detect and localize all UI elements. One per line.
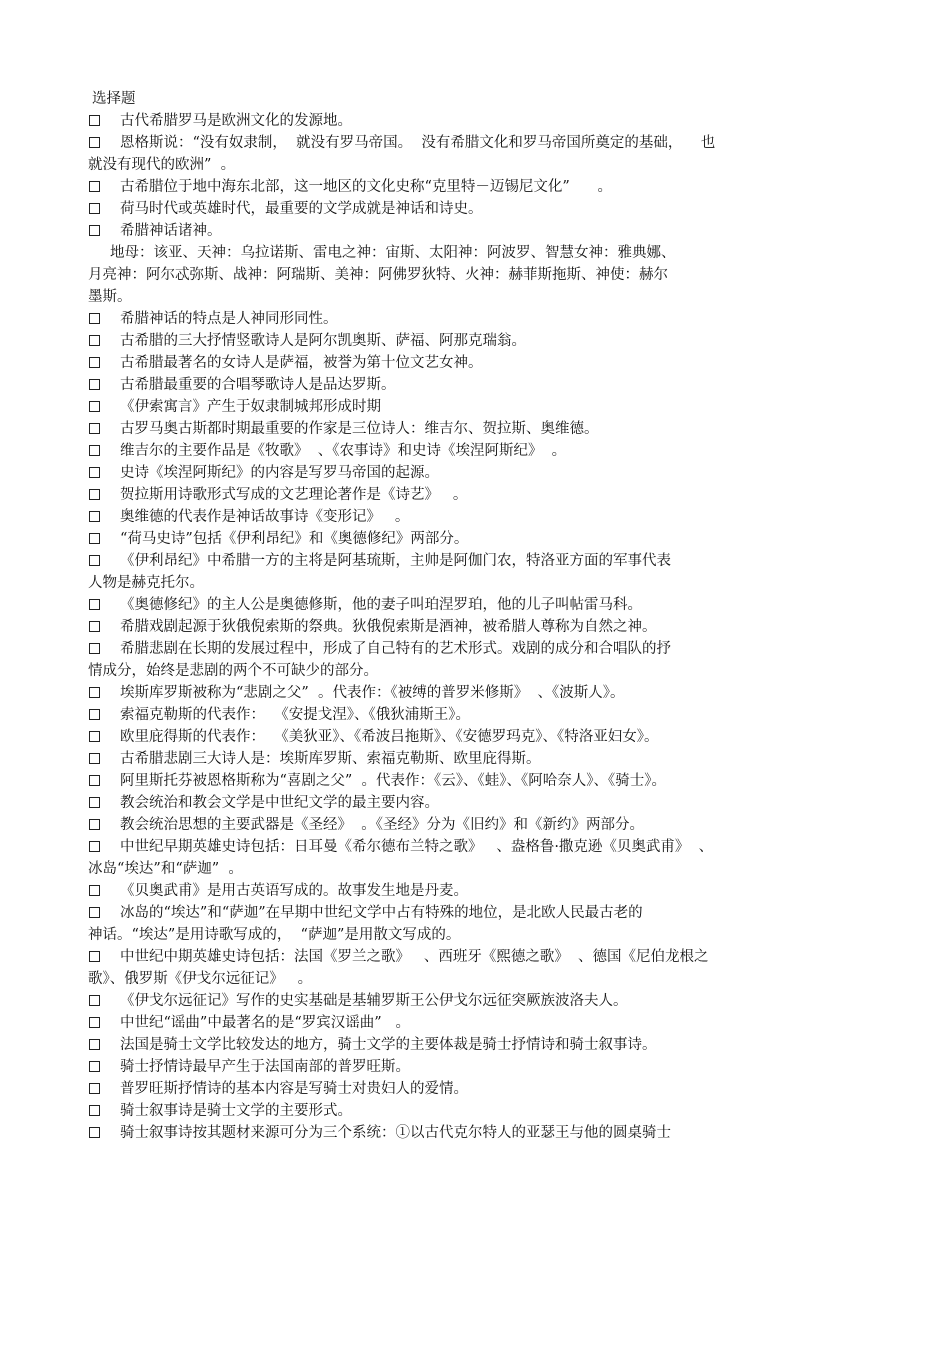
checkbox-square-icon bbox=[89, 731, 100, 742]
list-item bbox=[88, 418, 858, 440]
checkbox-square-icon bbox=[89, 181, 100, 192]
list-item-text: 古希腊的三大抒情竖歌诗人是阿尔凯奥斯、萨福、阿那克瑞翁。 bbox=[120, 333, 526, 349]
checkbox-square-icon bbox=[89, 225, 100, 236]
list-item-text: 史诗《埃涅阿斯纪》的内容是写罗马帝国的起源。 bbox=[120, 465, 439, 481]
list-item bbox=[88, 704, 858, 726]
list-item bbox=[88, 946, 858, 990]
list-item-text: 恩格斯说：“没有奴隶制， 就没有罗马帝国。 没有希腊文化和罗马帝国所奠定的基础， 也 bbox=[120, 135, 716, 151]
list-item-text: 希腊神话的特点是人神同形同性。 bbox=[120, 311, 338, 327]
checkbox-square-icon bbox=[89, 379, 100, 390]
list-item bbox=[88, 836, 858, 880]
list-item bbox=[88, 682, 858, 704]
list-item-text: 《贝奥武甫》是用古英语写成的。故事发生地是丹麦。 bbox=[120, 883, 468, 899]
list-item bbox=[88, 440, 858, 462]
list-item bbox=[88, 814, 858, 836]
checkbox-square-icon bbox=[89, 885, 100, 896]
checkbox-square-icon bbox=[89, 489, 100, 500]
checkbox-square-icon bbox=[89, 621, 100, 632]
checkbox-square-icon bbox=[89, 533, 100, 544]
list-item-continuation: 冰岛“埃达”和“萨迦” 。 bbox=[88, 861, 243, 877]
checkbox-square-icon bbox=[89, 1017, 100, 1028]
checkbox-square-icon bbox=[89, 1061, 100, 1072]
list-item-text: 冰岛的“埃达”和“萨迦”在早期中世纪文学中占有特殊的地位，是北欧人民最古老的 bbox=[120, 905, 643, 921]
list-item bbox=[88, 176, 858, 198]
question-list-1 bbox=[88, 110, 858, 242]
list-item bbox=[88, 110, 858, 132]
list-item-text: 《伊戈尔远征记》写作的史实基础是基辅罗斯王公伊戈尔远征突厥族波洛夫人。 bbox=[120, 993, 628, 1009]
checkbox-square-icon bbox=[89, 313, 100, 324]
list-item bbox=[88, 132, 858, 176]
list-item-text: 希腊戏剧起源于狄俄倪索斯的祭典。狄俄倪索斯是酒神，被希腊人尊称为自然之神。 bbox=[120, 619, 657, 635]
list-item-text: 法国是骑士文学比较发达的地方，骑士文学的主要体裁是骑士抒情诗和骑士叙事诗。 bbox=[120, 1037, 657, 1053]
list-item bbox=[88, 308, 858, 330]
checkbox-square-icon bbox=[89, 599, 100, 610]
list-item bbox=[88, 462, 858, 484]
gods-line-1: 地母：该亚、天神：乌拉诺斯、雷电之神：宙斯、太阳神：阿波罗、智慧女神：雅典娜、 bbox=[110, 245, 676, 261]
list-item-text: 骑士叙事诗按其题材来源可分为三个系统：①以古代克尔特人的亚瑟王与他的圆桌骑士 bbox=[120, 1125, 671, 1141]
list-item bbox=[88, 220, 858, 242]
list-item bbox=[88, 484, 858, 506]
list-item-text: 荷马时代或英雄时代，最重要的文学成就是神话和诗史。 bbox=[120, 201, 483, 217]
list-item-text: 希腊神话诸神。 bbox=[120, 223, 222, 239]
list-item-text: 阿里斯托芬被恩格斯称为“喜剧之父” 。代表作：《云》、《蛙》、《阿哈奈人》、《骑士》。 bbox=[120, 773, 667, 789]
list-item-text: 中世纪“谣曲”中最著名的是“罗宾汉谣曲” 。 bbox=[120, 1015, 410, 1031]
list-item bbox=[88, 792, 858, 814]
list-item bbox=[88, 902, 858, 946]
gods-line-3: 墨斯。 bbox=[88, 289, 132, 305]
checkbox-square-icon bbox=[89, 1127, 100, 1138]
list-item-text: 埃斯库罗斯被称为“悲剧之父” 。代表作：《被缚的普罗米修斯》 、《波斯人》。 bbox=[120, 685, 625, 701]
checkbox-square-icon bbox=[89, 819, 100, 830]
list-item bbox=[88, 616, 858, 638]
list-item bbox=[88, 1122, 858, 1144]
list-item bbox=[88, 990, 858, 1012]
list-item bbox=[88, 594, 858, 616]
checkbox-square-icon bbox=[89, 203, 100, 214]
checkbox-square-icon bbox=[89, 841, 100, 852]
checkbox-square-icon bbox=[89, 951, 100, 962]
gods-line-2: 月亮神：阿尔忒弥斯、战神：阿瑞斯、美神：阿佛罗狄特、火神：赫菲斯拖斯、神使：赫尔 bbox=[88, 267, 668, 283]
list-item bbox=[88, 396, 858, 418]
list-item-text: 《奥德修纪》的主人公是奥德修斯，他的妻子叫珀涅罗珀，他的儿子叫帖雷马科。 bbox=[120, 597, 642, 613]
checkbox-square-icon bbox=[89, 995, 100, 1006]
checkbox-square-icon bbox=[89, 1039, 100, 1050]
list-item-text: “荷马史诗”包括《伊利昂纪》和《奥德修纪》两部分。 bbox=[120, 531, 469, 547]
list-item-text: 古罗马奥古斯都时期最重要的作家是三位诗人：维吉尔、贺拉斯、奥维德。 bbox=[120, 421, 599, 437]
checkbox-square-icon bbox=[89, 709, 100, 720]
checkbox-square-icon bbox=[89, 797, 100, 808]
list-item-text: 骑士叙事诗是骑士文学的主要形式。 bbox=[120, 1103, 352, 1119]
list-item-text: 教会统治和教会文学是中世纪文学的最主要内容。 bbox=[120, 795, 439, 811]
list-item-text: 欧里庇得斯的代表作： 《美狄亚》、《希波吕拖斯》、《安德罗玛克》、《特洛亚妇女》。 bbox=[120, 729, 659, 745]
checkbox-square-icon bbox=[89, 467, 100, 478]
list-item bbox=[88, 1056, 858, 1078]
checkbox-square-icon bbox=[89, 775, 100, 786]
list-item-text: 中世纪中期英雄史诗包括：法国《罗兰之歌》 、西班牙《熙德之歌》 、德国《尼伯龙根之 bbox=[120, 949, 709, 965]
checkbox-square-icon bbox=[89, 137, 100, 148]
list-item-text: 贺拉斯用诗歌形式写成的文艺理论著作是《诗艺》 。 bbox=[120, 487, 468, 503]
checkbox-square-icon bbox=[89, 423, 100, 434]
checkbox-square-icon bbox=[89, 555, 100, 566]
list-item-text: 古代希腊罗马是欧洲文化的发源地。 bbox=[120, 113, 352, 129]
list-item bbox=[88, 1012, 858, 1034]
gods-paragraph bbox=[88, 242, 858, 308]
checkbox-square-icon bbox=[89, 643, 100, 654]
checkbox-square-icon bbox=[89, 445, 100, 456]
list-item-text: 古希腊悲剧三大诗人是：埃斯库罗斯、索福克勒斯、欧里庇得斯。 bbox=[120, 751, 541, 767]
checkbox-square-icon bbox=[89, 753, 100, 764]
checkbox-square-icon bbox=[89, 687, 100, 698]
list-item-text: 古希腊最著名的女诗人是萨福，被誉为第十位文艺女神。 bbox=[120, 355, 483, 371]
checkbox-square-icon bbox=[89, 907, 100, 918]
checkbox-square-icon bbox=[89, 335, 100, 346]
list-item-continuation: 情成分，始终是悲剧的两个不可缺少的部分。 bbox=[88, 663, 378, 679]
question-list-2 bbox=[88, 308, 858, 1144]
list-item bbox=[88, 748, 858, 770]
list-item bbox=[88, 198, 858, 220]
list-item bbox=[88, 528, 858, 550]
list-item bbox=[88, 1034, 858, 1056]
list-item-text: 《伊利昂纪》中希腊一方的主将是阿基琉斯，主帅是阿伽门农，特洛亚方面的军事代表 bbox=[120, 553, 671, 569]
list-item-text: 希腊悲剧在长期的发展过程中，形成了自己特有的艺术形式。戏剧的成分和合唱队的抒 bbox=[120, 641, 671, 657]
list-item bbox=[88, 1100, 858, 1122]
section-heading: 选择题 bbox=[92, 91, 136, 107]
list-item bbox=[88, 506, 858, 528]
list-item bbox=[88, 550, 858, 594]
list-item bbox=[88, 374, 858, 396]
list-item bbox=[88, 352, 858, 374]
list-item-continuation: 就没有现代的欧洲” 。 bbox=[88, 157, 236, 173]
list-item-continuation: 人物是赫克托尔。 bbox=[88, 575, 204, 591]
list-item bbox=[88, 726, 858, 748]
document-page bbox=[88, 88, 858, 1144]
list-item-text: 奥维德的代表作是神话故事诗《变形记》 。 bbox=[120, 509, 410, 525]
list-item bbox=[88, 770, 858, 792]
list-item-text: 教会统治思想的主要武器是《圣经》 。《圣经》分为《旧约》和《新约》两部分。 bbox=[120, 817, 644, 833]
checkbox-square-icon bbox=[89, 1083, 100, 1094]
list-item-continuation: 歌》、俄罗斯《伊戈尔远征记》 。 bbox=[88, 971, 313, 987]
list-item-text: 索福克勒斯的代表作： 《安提戈涅》、《俄狄浦斯王》。 bbox=[120, 707, 470, 723]
list-item-text: 骑士抒情诗最早产生于法国南部的普罗旺斯。 bbox=[120, 1059, 410, 1075]
checkbox-square-icon bbox=[89, 1105, 100, 1116]
checkbox-square-icon bbox=[89, 115, 100, 126]
list-item-text: 普罗旺斯抒情诗的基本内容是写骑士对贵妇人的爱情。 bbox=[120, 1081, 468, 1097]
list-item bbox=[88, 880, 858, 902]
checkbox-square-icon bbox=[89, 511, 100, 522]
list-item-text: 中世纪早期英雄史诗包括：日耳曼《希尔德布兰特之歌》 、盎格鲁·撒克逊《贝奥武甫》 、 bbox=[120, 839, 714, 855]
list-item-text: 《伊索寓言》产生于奴隶制城邦形成时期 bbox=[120, 399, 381, 415]
checkbox-square-icon bbox=[89, 357, 100, 368]
list-item bbox=[88, 330, 858, 352]
list-item-text: 维吉尔的主要作品是《牧歌》 、《农事诗》和史诗《埃涅阿斯纪》 。 bbox=[120, 443, 567, 459]
list-item-text: 古希腊最重要的合唱琴歌诗人是品达罗斯。 bbox=[120, 377, 396, 393]
list-item-continuation: 神话。“埃达”是用诗歌写成的， “萨迦”是用散文写成的。 bbox=[88, 927, 461, 943]
list-item-text: 古希腊位于地中海东北部，这一地区的文化史称“克里特－迈锡尼文化” 。 bbox=[120, 179, 612, 195]
list-item bbox=[88, 1078, 858, 1100]
checkbox-square-icon bbox=[89, 401, 100, 412]
list-item bbox=[88, 638, 858, 682]
